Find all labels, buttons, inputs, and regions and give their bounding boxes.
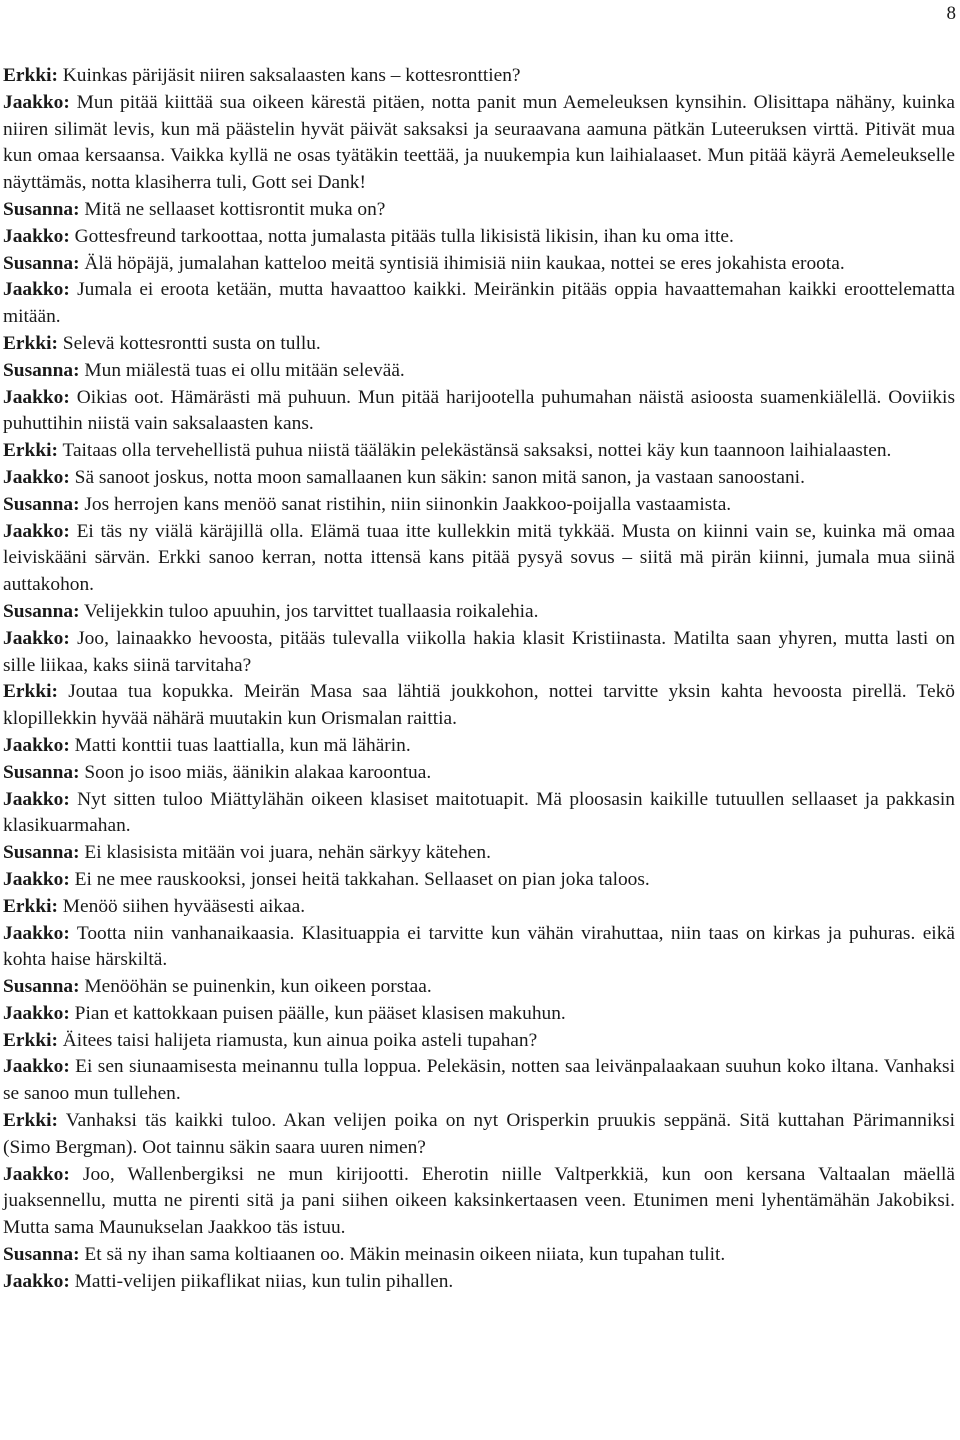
- speaker-name: Jaakko:: [3, 91, 70, 113]
- dialogue-line: [3, 90, 955, 197]
- line-text: Ei sen siunaamisesta meinannu tulla loppua. Pelekäsin, notten saa leivänpalaakaan suuhun koko iltana. Vanhaksi se sanoo mun tullehen.: [3, 1056, 955, 1105]
- line-text: Kuinkas pärijäsit niiren saksalaasten kans – kottesronttien?: [57, 65, 521, 86]
- line-text: Joo, lainaakko hevoosta, pitääs tulevalla viikolla hakia klasit Kristiinasta. Matilta saan yhyren, mutta lasti on sille liikaa, kaks siinä tarvitaha?: [3, 627, 955, 676]
- speaker-name: Susanna:: [3, 761, 80, 783]
- line-text: Ei täs ny viälä käräjillä olla. Elämä tuaa itte kullekkin mitä tykkää. Musta on kiinni vain se, kuinka mä omaa leiviskääni särvän. Erkki sanoo kerran, notta ittensä kans pitää pysyä sovus – siitä mä pirän kiinni, jumala mua siinä auttakohon.: [3, 520, 955, 596]
- dialogue-line: [3, 331, 955, 358]
- dialogue-line: [3, 224, 955, 251]
- line-text: Mun miälestä tuas ei ollu mitään selevää.: [79, 359, 405, 381]
- dialogue-line: [3, 733, 955, 760]
- line-text: Älä höpäjä, jumalahan katteloo meitä syntisiä ihimisiä niin kaukaa, nottei se eres jokahista eroota.: [79, 252, 845, 274]
- dialogue-line: [3, 894, 955, 921]
- line-text: Nyt sitten tuloo Miättylähän oikeen klasiset maitotuapit. Mä ploosasin kaikille tutuullen sellaaset ja pakkasin klasikuarmahan.: [3, 788, 955, 837]
- dialogue-line: [3, 1028, 955, 1055]
- dialogue-line: [3, 358, 955, 385]
- speaker-name: Jaakko:: [3, 279, 70, 301]
- dialogue-line: [3, 760, 955, 787]
- speaker-name: Erkki:: [3, 1029, 58, 1051]
- speaker-name: Jaakko:: [3, 386, 70, 408]
- speaker-name: Jaakko:: [3, 225, 70, 247]
- line-text: Jos herrojen kans menöö sanat ristihin, niin siinonkin Jaakkoo-poijalla vastaamista.: [79, 493, 732, 515]
- line-text: Vanhaksi täs kaikki tuloo. Akan velijen poika on nyt Orisperkin pruukis seppänä. Sitä kuttahan Pärimanniksi (Simo Bergman). Oot tainnu säkin saara uuren nimen?: [3, 1110, 955, 1158]
- line-text: Selevä kottesrontti susta on tullu.: [57, 332, 321, 354]
- line-text: Menööhän se puinenkin, kun oikeen porstaa.: [79, 976, 432, 998]
- line-text: Joutaa tua kopukka. Meirän Masa saa lähtiä joukkohon, nottei tarvitte yksin kahta hevoosta pirellä. Tekö klopillekkin hyvää nähärä muutakin kun Orismalan raittia.: [3, 681, 955, 730]
- dialogue-line: [3, 1269, 955, 1296]
- dialogue-line: [3, 867, 955, 894]
- speaker-name: Jaakko:: [3, 868, 70, 890]
- line-text: Ei klasisista mitään voi juara, nehän särkyy kätehen.: [79, 842, 491, 864]
- dialogue-line: [3, 492, 955, 519]
- speaker-name: Susanna:: [3, 198, 80, 220]
- dialogue-line: [3, 626, 955, 680]
- speaker-name: Erkki:: [3, 65, 58, 86]
- speaker-name: Susanna:: [3, 1244, 80, 1266]
- dialogue-line: [3, 921, 955, 975]
- line-text: Gottesfreund tarkoottaa, notta jumalasta pitääs tulla likisistä likisin, ihan ku oma itte.: [69, 225, 734, 247]
- line-text: Pian et kattokkaan puisen päälle, kun pääset klasisen makuhun.: [69, 1002, 566, 1024]
- dialogue-line: [3, 277, 955, 331]
- speaker-name: Jaakko:: [3, 520, 70, 542]
- speaker-name: Jaakko:: [3, 788, 70, 810]
- line-text: Oikias oot. Hämärästi mä puhuun. Mun pitää harijootella puhumahan näistä asioosta suamenkiälellä. Ooviikis puhuttihin niistä vain saksalaasten kans.: [3, 386, 955, 435]
- speaker-name: Susanna:: [3, 842, 80, 864]
- dialogue-line: [3, 974, 955, 1001]
- line-text: Ei ne mee rauskooksi, jonsei heitä takkahan. Sellaaset on pian joka taloos.: [69, 868, 650, 890]
- line-text: Mitä ne sellaaset kottisrontit muka on?: [79, 198, 386, 220]
- dialogue-line: [3, 197, 955, 224]
- line-text: Et sä ny ihan sama koltiaanen oo. Mäkin meinasin oikeen niiata, kun tupahan tulit.: [79, 1244, 726, 1266]
- dialogue-line: [3, 385, 955, 439]
- speaker-name: Jaakko:: [3, 922, 70, 944]
- line-text: Sä sanoot joskus, notta moon samallaanen kun säkin: sanon mitä sanon, ja vastaan sanoostani.: [69, 466, 805, 488]
- dialogue-text: [3, 63, 955, 1296]
- speaker-name: Erkki:: [3, 332, 58, 354]
- speaker-name: Erkki:: [3, 1110, 58, 1132]
- line-text: Mun pitää kiittää sua oikeen kärestä pitäen, notta panit mun Aemeleuksen kynsihin. Olisittapa nähäny, kuinka niiren silimät levis, kun mä päästelin hyvät päivät saksaksi ja seuraavana aamuna pätkän Luteeruksen virttä. Pitivät mua kun omaa kersaansa. Vaikka kyllä ne osas tyätäkin teettää, ja nuukempia kun laihialaaset. Mun pitää käyrä Aemeleukselle näyttämäs, notta klasiherra tuli, Gott sei Dank!: [3, 91, 955, 194]
- speaker-name: Erkki:: [3, 440, 58, 462]
- line-text: Matti-velijen piikaflikat niias, kun tulin pihallen.: [69, 1270, 454, 1292]
- dialogue-line: [3, 840, 955, 867]
- speaker-name: Susanna:: [3, 976, 80, 998]
- line-text: Tootta niin vanhanaikaasia. Klasituappia ei tarvitte kun vähän virahuttaa, niin taas on kirkas ja puhuras. eikä kohta haise härskiltä.: [3, 922, 955, 971]
- speaker-name: Susanna:: [3, 493, 80, 515]
- speaker-name: Jaakko:: [3, 466, 70, 488]
- speaker-name: Jaakko:: [3, 1002, 70, 1024]
- dialogue-line: [3, 1054, 955, 1108]
- line-text: Menöö siihen hyvääsesti aikaa.: [57, 895, 306, 917]
- speaker-name: Susanna:: [3, 252, 80, 274]
- dialogue-line: [3, 519, 955, 599]
- dialogue-line: [3, 1001, 955, 1028]
- line-text: Velijekkin tuloo apuuhin, jos tarvittet tuallaasia roikalehia.: [79, 600, 539, 622]
- dialogue-line: [3, 1108, 955, 1162]
- dialogue-line: [3, 63, 955, 90]
- dialogue-line: [3, 465, 955, 492]
- speaker-name: Jaakko:: [3, 1163, 70, 1185]
- dialogue-line: [3, 1162, 955, 1242]
- line-text: Taitaas olla tervehellistä puhua niistä tääläkin pelekästänsä saksaksi, nottei käy kun taannoon laihialaasten.: [57, 440, 892, 462]
- speaker-name: Jaakko:: [3, 627, 70, 649]
- dialogue-line: [3, 1242, 955, 1269]
- speaker-name: Jaakko:: [3, 734, 70, 756]
- speaker-name: Jaakko:: [3, 1056, 70, 1078]
- dialogue-line: [3, 679, 955, 733]
- dialogue-line: [3, 599, 955, 626]
- speaker-name: Susanna:: [3, 600, 80, 622]
- speaker-name: Erkki:: [3, 895, 58, 917]
- dialogue-line: [3, 438, 955, 465]
- line-text: Jumala ei eroota ketään, mutta havaattoo kaikki. Meiränkin pitääs oppia havaattemahan kaikki eroottelematta mitään.: [3, 279, 955, 328]
- speaker-name: Susanna:: [3, 359, 80, 381]
- page-number: 8: [946, 3, 956, 24]
- speaker-name: Erkki:: [3, 681, 58, 703]
- dialogue-line: [3, 251, 955, 278]
- speaker-name: Jaakko:: [3, 1270, 70, 1292]
- line-text: Soon jo isoo miäs, äänikin alakaa karoontua.: [79, 761, 432, 783]
- line-text: Matti konttii tuas laattialla, kun mä lähärin.: [69, 734, 411, 756]
- dialogue-line: [3, 787, 955, 841]
- line-text: Joo, Wallenbergiksi ne mun kirijootti. Eherotin niille Valtperkkiä, kun oon kersana Valtaalan mäellä juaksennellu, mutta ne pirenti sitä ja pani siihen oikeen kaksinkertaasen veen. Etunimen meni lyhentämähän Jakobiksi. Mutta sama Maunukselan Jaakkoo täs istuu.: [3, 1163, 955, 1239]
- line-text: Äitees taisi halijeta riamusta, kun ainua poika asteli tupahan?: [57, 1029, 538, 1051]
